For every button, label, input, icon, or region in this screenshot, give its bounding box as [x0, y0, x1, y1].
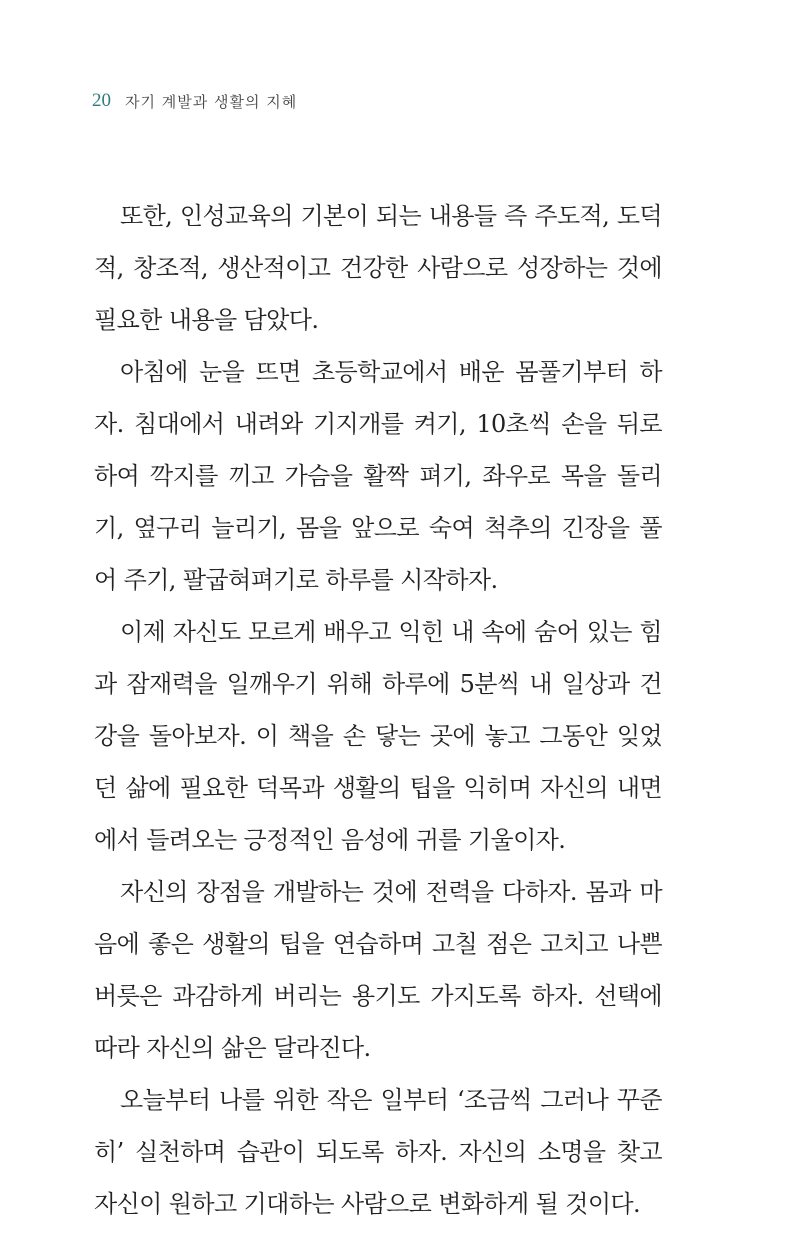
- text-line: 기, 옆구리 늘리기, 몸을 앞으로 숙여 척추의 긴장을 풀: [94, 514, 662, 542]
- running-header: [92, 86, 297, 116]
- text-line: 강을 돌아보자. 이 책을 손 닿는 곳에 놓고 그동안 잊었: [94, 722, 662, 750]
- text-line: 하여 깍지를 끼고 가슴을 활짝 펴기, 좌우로 목을 돌리: [94, 462, 662, 490]
- text-line: 버릇은 과감하게 버리는 용기도 가지도록 하자. 선택에: [94, 982, 662, 1010]
- paragraph: [94, 606, 662, 866]
- paragraph: [94, 866, 662, 1074]
- page-number: 20: [92, 90, 111, 111]
- text-line: 또한, 인성교육의 기본이 되는 내용들 즉 주도적, 도덕: [120, 202, 662, 230]
- text-line: 히’ 실천하며 습관이 되도록 하자. 자신의 소명을 찾고: [94, 1138, 662, 1166]
- paragraph: [94, 1074, 662, 1230]
- running-header-title: 자기 계발과 생활의 지혜: [125, 92, 298, 111]
- text-line: 따라 자신의 삶은 달라진다.: [94, 1034, 371, 1062]
- text-line: 자신의 장점을 개발하는 것에 전력을 다하자. 몸과 마: [120, 878, 662, 906]
- body-text: [94, 190, 662, 1230]
- text-line: 음에 좋은 생활의 팁을 연습하며 고칠 점은 고치고 나쁜: [94, 930, 662, 958]
- paragraph: [94, 346, 662, 606]
- text-line: 자. 침대에서 내려와 기지개를 켜기, 10초씩 손을 뒤로: [94, 410, 662, 438]
- text-line: 이제 자신도 모르게 배우고 익힌 내 속에 숨어 있는 힘: [120, 618, 662, 646]
- paragraph: [94, 190, 662, 346]
- text-line: 적, 창조적, 생산적이고 건강한 사람으로 성장하는 것에: [94, 254, 662, 282]
- text-line: 오늘부터 나를 위한 작은 일부터 ‘조금씩 그러나 꾸준: [120, 1086, 662, 1114]
- text-line: 자신이 원하고 기대하는 사람으로 변화하게 될 것이다.: [94, 1190, 641, 1218]
- text-line: 과 잠재력을 일깨우기 위해 하루에 5분씩 내 일상과 건: [94, 670, 662, 698]
- text-line: 던 삶에 필요한 덕목과 생활의 팁을 익히며 자신의 내면: [94, 774, 662, 802]
- text-line: 에서 들려오는 긍정적인 음성에 귀를 기울이자.: [94, 826, 566, 854]
- text-line: 어 주기, 팔굽혀펴기로 하루를 시작하자.: [94, 566, 498, 594]
- text-line: 아침에 눈을 뜨면 초등학교에서 배운 몸풀기부터 하: [120, 358, 662, 386]
- text-line: 필요한 내용을 담았다.: [94, 306, 319, 334]
